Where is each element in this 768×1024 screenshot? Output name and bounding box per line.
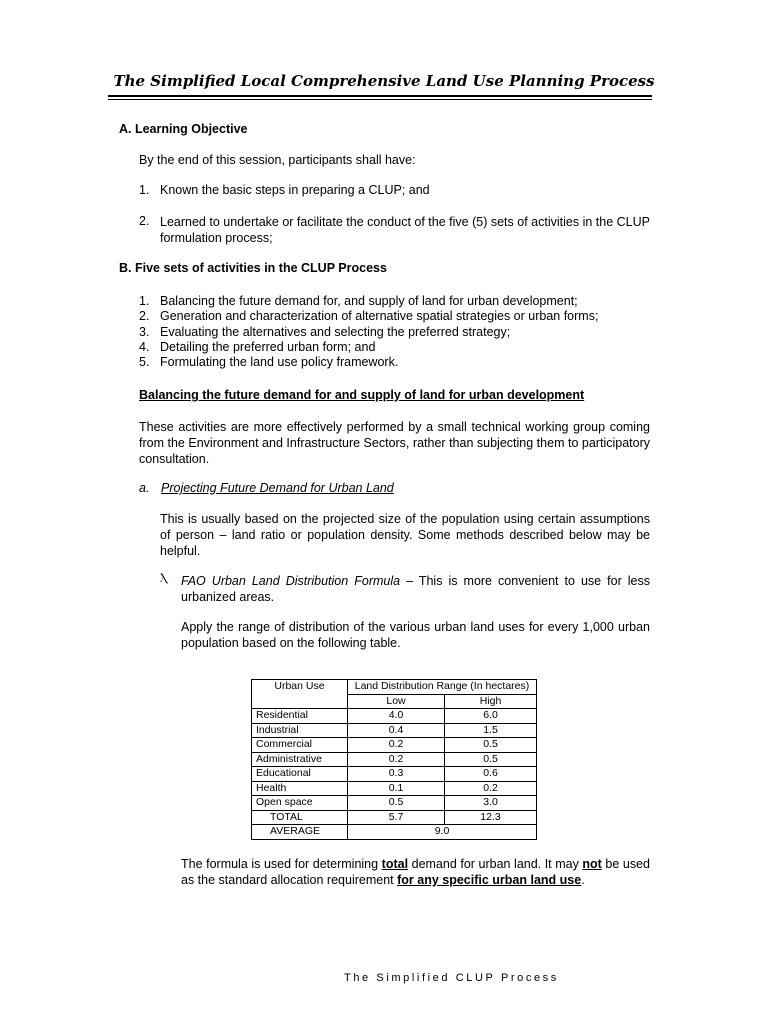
table-average-label: AVERAGE <box>252 825 348 840</box>
table-header-range: Land Distribution Range (In hectares) <box>348 680 537 695</box>
table-total-row <box>252 810 537 825</box>
section-b-heading: B. Five sets of activities in the CLUP Process <box>119 261 387 275</box>
table-row <box>252 738 537 753</box>
table-cell-low: 0.4 <box>348 723 445 738</box>
header-rule-thin <box>108 99 652 100</box>
section-b-item-2: Generation and characterization of alternative spatial strategies or urban forms; <box>160 309 599 323</box>
subsection-a-paragraph: This is usually based on the projected size of the population using certain assumptions of person – land ratio or population density. Some methods described below may be helpful. <box>160 512 650 558</box>
table-cell-low: 0.5 <box>348 796 445 811</box>
table-cell-high: 1.5 <box>445 723 537 738</box>
fao-name: FAO Urban Land Distribution Formula <box>181 574 401 588</box>
formula-specific: for any specific urban land use <box>397 873 582 887</box>
table-average-value: 9.0 <box>348 825 537 840</box>
table-cell-low: 0.2 <box>348 738 445 753</box>
table-cell-use: Open space <box>252 796 348 811</box>
section-b-item-4: Detailing the preferred urban form; and <box>160 340 376 354</box>
subsection-a-title: Projecting Future Demand for Urban Land <box>161 481 394 495</box>
table-cell-use: Health <box>252 781 348 796</box>
formula-text-2: demand for urban land. It may <box>408 857 583 871</box>
table-cell-use: Commercial <box>252 738 348 753</box>
table-cell-high: 0.6 <box>445 767 537 782</box>
subsection-a-label: a. <box>139 481 150 495</box>
table-cell-high: 0.5 <box>445 752 537 767</box>
table-cell-high: 0.5 <box>445 738 537 753</box>
table-cell-high: 6.0 <box>445 709 537 724</box>
section-b-item-3: Evaluating the alternatives and selecting the preferred strategy; <box>160 325 511 339</box>
formula-text-3: be used as the standard allocation requirement <box>181 857 650 887</box>
land-distribution-table <box>251 679 537 840</box>
section-a-item-1: Known the basic steps in preparing a CLUP; and <box>160 183 430 197</box>
table-header-high: High <box>445 694 537 709</box>
page-title: The Simplified Local Comprehensive Land Use Planning Process <box>113 72 655 90</box>
section-b-item-5: Formulating the land use policy framework. <box>160 355 399 369</box>
table-row <box>252 796 537 811</box>
table-row <box>252 752 537 767</box>
table-row <box>252 723 537 738</box>
table-cell-high: 0.2 <box>445 781 537 796</box>
section-a-item-2: Learned to undertake or facilitate the conduct of the five (5) sets of activities in the CLUP formulation process; <box>160 215 650 245</box>
table-header-urban-use: Urban Use <box>252 680 348 709</box>
fao-apply: Apply the range of distribution of the various urban land uses for every 1,000 urban population based on the following table. <box>181 620 650 650</box>
table-average-row <box>252 825 537 840</box>
formula-not: not <box>582 857 602 871</box>
section-b-item-1: Balancing the future demand for, and supply of land for urban development; <box>160 294 578 308</box>
table-cell-low: 4.0 <box>348 709 445 724</box>
fao-paragraph <box>181 573 650 605</box>
table-cell-low: 0.1 <box>348 781 445 796</box>
table-row <box>252 781 537 796</box>
table-row <box>252 767 537 782</box>
table-cell-low: 0.2 <box>348 752 445 767</box>
section-b-item-4-num: 4. <box>139 340 150 354</box>
table-cell-use: Industrial <box>252 723 348 738</box>
fao-bullet-icon: Ⲗ <box>160 573 168 585</box>
page-footer: The Simplified CLUP Process <box>344 972 559 984</box>
fao-desc: – This is more convenient to use for less urbanized areas. <box>181 574 650 604</box>
section-a-intro: By the end of this session, participants shall have: <box>139 153 416 167</box>
table-cell-use: Administrative <box>252 752 348 767</box>
section-a-item-1-num: 1. <box>139 183 150 197</box>
table-cell-use: Educational <box>252 767 348 782</box>
section-b-item-1-num: 1. <box>139 294 150 308</box>
section-b-item-2-num: 2. <box>139 309 150 323</box>
section-a-item-2-num: 2. <box>139 214 150 228</box>
balancing-heading: Balancing the future demand for and supply of land for urban development <box>139 388 585 402</box>
formula-text-4: . <box>581 873 585 887</box>
section-b-item-5-num: 5. <box>139 355 150 369</box>
formula-note <box>181 856 650 888</box>
table-total-high: 12.3 <box>445 810 537 825</box>
table-cell-use: Residential <box>252 709 348 724</box>
table-total-low: 5.7 <box>348 810 445 825</box>
formula-text-1: The formula is used for determining <box>181 857 382 871</box>
section-b-item-3-num: 3. <box>139 325 150 339</box>
table-row <box>252 709 537 724</box>
table-cell-high: 3.0 <box>445 796 537 811</box>
table-cell-low: 0.3 <box>348 767 445 782</box>
section-a-heading: A. Learning Objective <box>119 122 248 136</box>
balancing-paragraph: These activities are more effectively performed by a small technical working group coming from the Environment and Infrastructure Sectors, rather than subjecting them to participatory consultation. <box>139 420 650 466</box>
formula-total: total <box>381 857 409 871</box>
table-header-low: Low <box>348 694 445 709</box>
table-total-label: TOTAL <box>252 810 348 825</box>
header-rule <box>108 95 652 97</box>
